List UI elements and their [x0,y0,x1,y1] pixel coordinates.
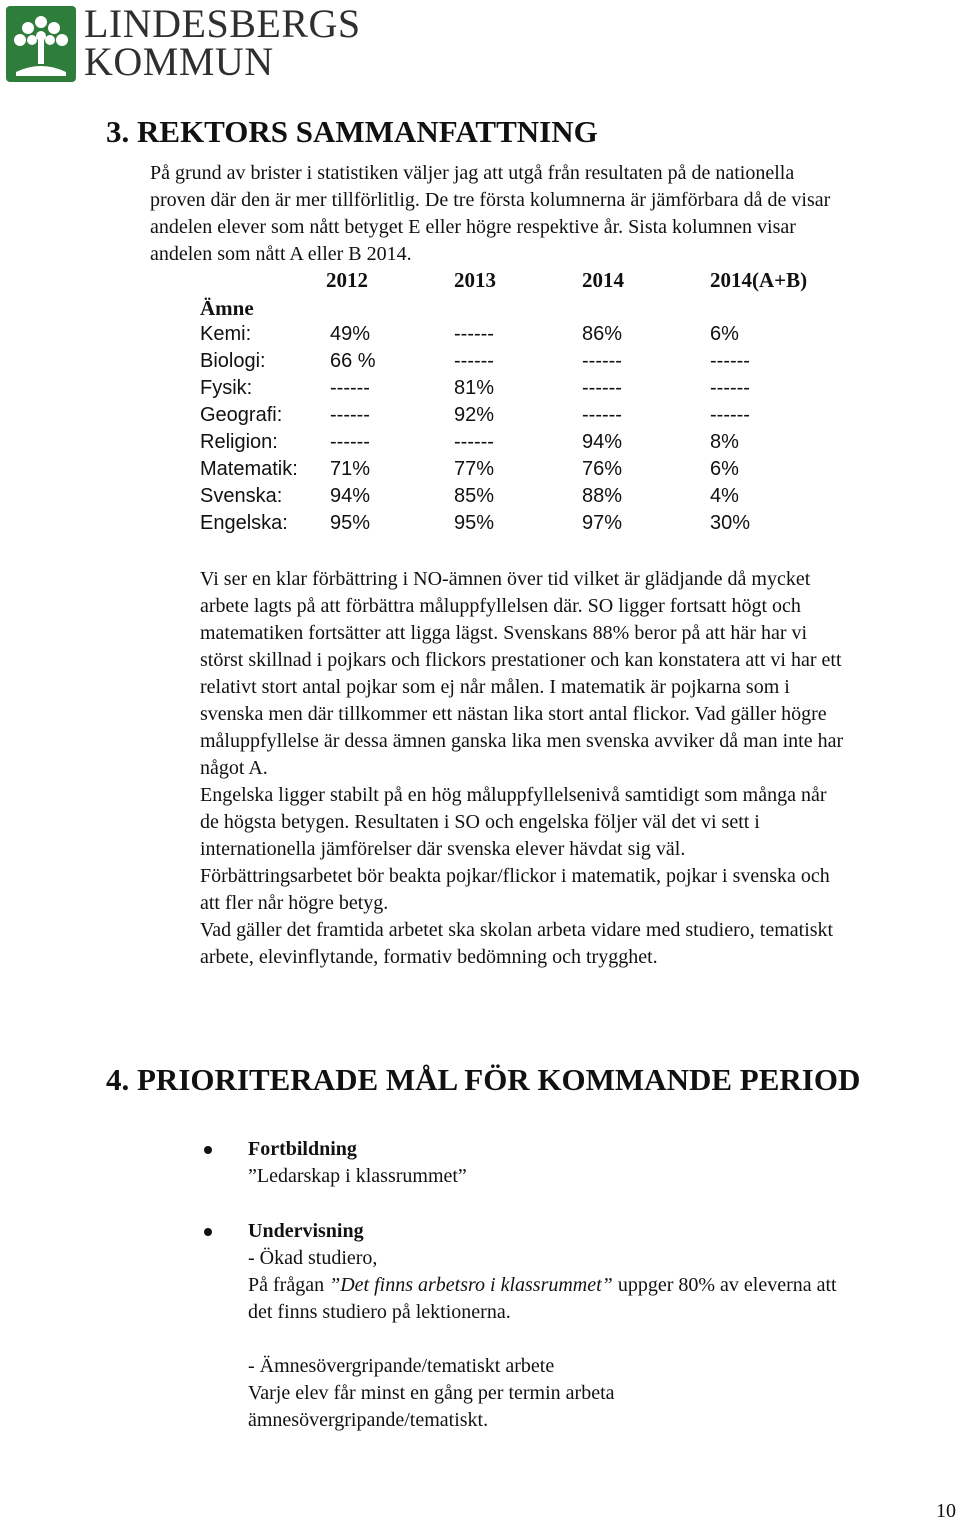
goal-text: ”Ledarskap i klassrummet” [248,1165,467,1187]
discussion-line: Engelska ligger stabilt på en hög måluppfyllelsenivå samtidigt som många når [200,784,827,806]
value-cell: 6% [710,323,739,345]
subject-cell: Fysik: [200,377,253,399]
municipality-logo [6,1,366,84]
table-row [200,404,800,431]
discussion-line: måluppfyllelse är dessa ämnen ganska lika men svenska avviker då man inte har [200,730,844,752]
value-cell: 49% [330,323,371,345]
list-item [204,1218,954,1434]
discussion-line: störst skillnad i pojkars och flickors prestationer och kan konstatera att vi har ett [200,649,842,671]
value-cell: ------ [582,404,622,426]
tree-icon [6,6,76,82]
bullet-icon [204,1228,212,1236]
goals-list [204,1136,954,1434]
value-cell: ------ [330,431,370,453]
goal-text: ämnesövergripande/tematiskt. [248,1409,489,1431]
value-cell: 95% [330,512,371,534]
value-cell: 4% [710,485,739,507]
discussion-line: matematiken fortsätter att ligga lägst. Svenskans 88% beror på att här har vi [200,622,808,644]
section-heading-4: 4. PRIORITERADE MÅL FÖR KOMMANDE PERIOD [106,1062,861,1097]
value-cell: 76% [582,458,623,480]
column-header: 2014 [582,268,624,292]
goal-text: - Ökad studiero, [248,1247,378,1269]
list-item [204,1136,954,1190]
intro-paragraph [150,160,950,268]
bullet-icon [204,1146,212,1154]
discussion-paragraph [200,566,956,971]
value-cell: 95% [454,512,495,534]
subject-cell: Svenska: [200,485,283,507]
discussion-line: internationella jämförelser där svenska elever hävdat sig väl. [200,838,686,860]
column-header: 2012 [326,268,368,292]
value-cell: 30% [710,512,751,534]
discussion-line: de högsta betygen. Resultaten i SO och engelska följer väl det vi sett i [200,811,760,833]
subject-cell: Matematik: [200,458,298,480]
value-cell: ------ [330,377,370,399]
goal-text: det finns studiero på lektionerna. [248,1301,511,1323]
intro-line: proven där den är mer tillförlitlig. De tre första kolumnerna är jämförbara då de visar [150,189,831,211]
goal-title: Fortbildning [248,1138,357,1160]
goal-title: Undervisning [248,1220,364,1242]
section-heading-3: 3. REKTORS SAMMANFATTNING [106,114,598,149]
table-body [200,323,800,539]
intro-line: andelen elever som nått betyget E eller högre respektive år. Sista kolumnen visar [150,216,796,238]
survey-question: ”Det finns arbetsro i klassrummet” [329,1274,613,1296]
value-cell: 85% [454,485,495,507]
discussion-line: arbete lagts på att förbättra måluppfyllelsen där. SO ligger fortsatt högt och [200,595,801,617]
discussion-line: svenska men där tillkommer ett nästan lika stort antal flickor. Vad gäller högre [200,703,827,725]
value-cell: ------ [710,377,750,399]
discussion-line: Vad gäller det framtida arbetet ska skolan arbeta vidare med studiero, tematiskt [200,919,834,941]
table-row [200,377,800,404]
value-cell: 77% [454,458,495,480]
value-cell: 88% [582,485,623,507]
table-row [200,431,800,458]
value-cell: 94% [582,431,623,453]
intro-line: På grund av brister i statistiken väljer jag att utgå från resultaten på de nationella [150,162,795,184]
subject-cell: Biologi: [200,350,266,372]
subject-cell: Religion: [200,431,278,453]
goal-text: Varje elev får minst en gång per termin arbeta [248,1382,615,1404]
intro-line: andelen som nått A eller B 2014. [150,243,412,265]
table-row [200,323,800,350]
logo-wordmark: LINDESBERGS KOMMUN [84,1,361,84]
value-cell: ------ [454,350,494,372]
value-cell: ------ [454,323,494,345]
subject-cell: Kemi: [200,323,252,345]
discussion-line: Vi ser en klar förbättring i NO-ämnen över tid vilket är glädjande då mycket [200,568,811,590]
goal-text: - Ämnesövergripande/tematiskt arbete [248,1355,555,1377]
page-number: 10 [936,1500,956,1522]
value-cell: 94% [330,485,371,507]
results-grid [200,296,800,539]
value-cell: 81% [454,377,495,399]
subject-column-header: Ämne [200,296,254,320]
value-cell: ------ [582,350,622,372]
subject-cell: Geografi: [200,404,283,426]
value-cell: ------ [454,431,494,453]
goal-text: På frågan ”Det finns arbetsro i klassrummet” uppger 80% av eleverna att [248,1274,837,1296]
value-cell: ------ [710,350,750,372]
discussion-line: att fler når högre betyg. [200,892,389,914]
value-cell: ------ [330,404,370,426]
value-cell: 71% [330,458,371,480]
discussion-line: relativt stort antal pojkar som ej når målen. I matematik är pojkarna som i [200,676,790,698]
table-row [200,512,800,539]
discussion-line: arbete, elevinflytande, formativ bedömning och trygghet. [200,946,658,968]
discussion-line: Förbättringsarbetet bör beakta pojkar/flickor i matematik, pojkar i svenska och [200,865,830,887]
value-cell: 97% [582,512,623,534]
table-row [200,458,800,485]
table-row [200,350,800,377]
value-cell: 92% [454,404,495,426]
value-cell: 8% [710,431,739,453]
column-header: 2014(A+B) [710,268,808,292]
value-cell: ------ [582,377,622,399]
value-cell: 6% [710,458,739,480]
value-cell: 86% [582,323,623,345]
value-cell: ------ [710,404,750,426]
subject-cell: Engelska: [200,512,288,534]
value-cell: 66 % [330,350,376,372]
discussion-line: något A. [200,757,268,779]
column-header: 2013 [454,268,496,292]
table-row [200,485,800,512]
